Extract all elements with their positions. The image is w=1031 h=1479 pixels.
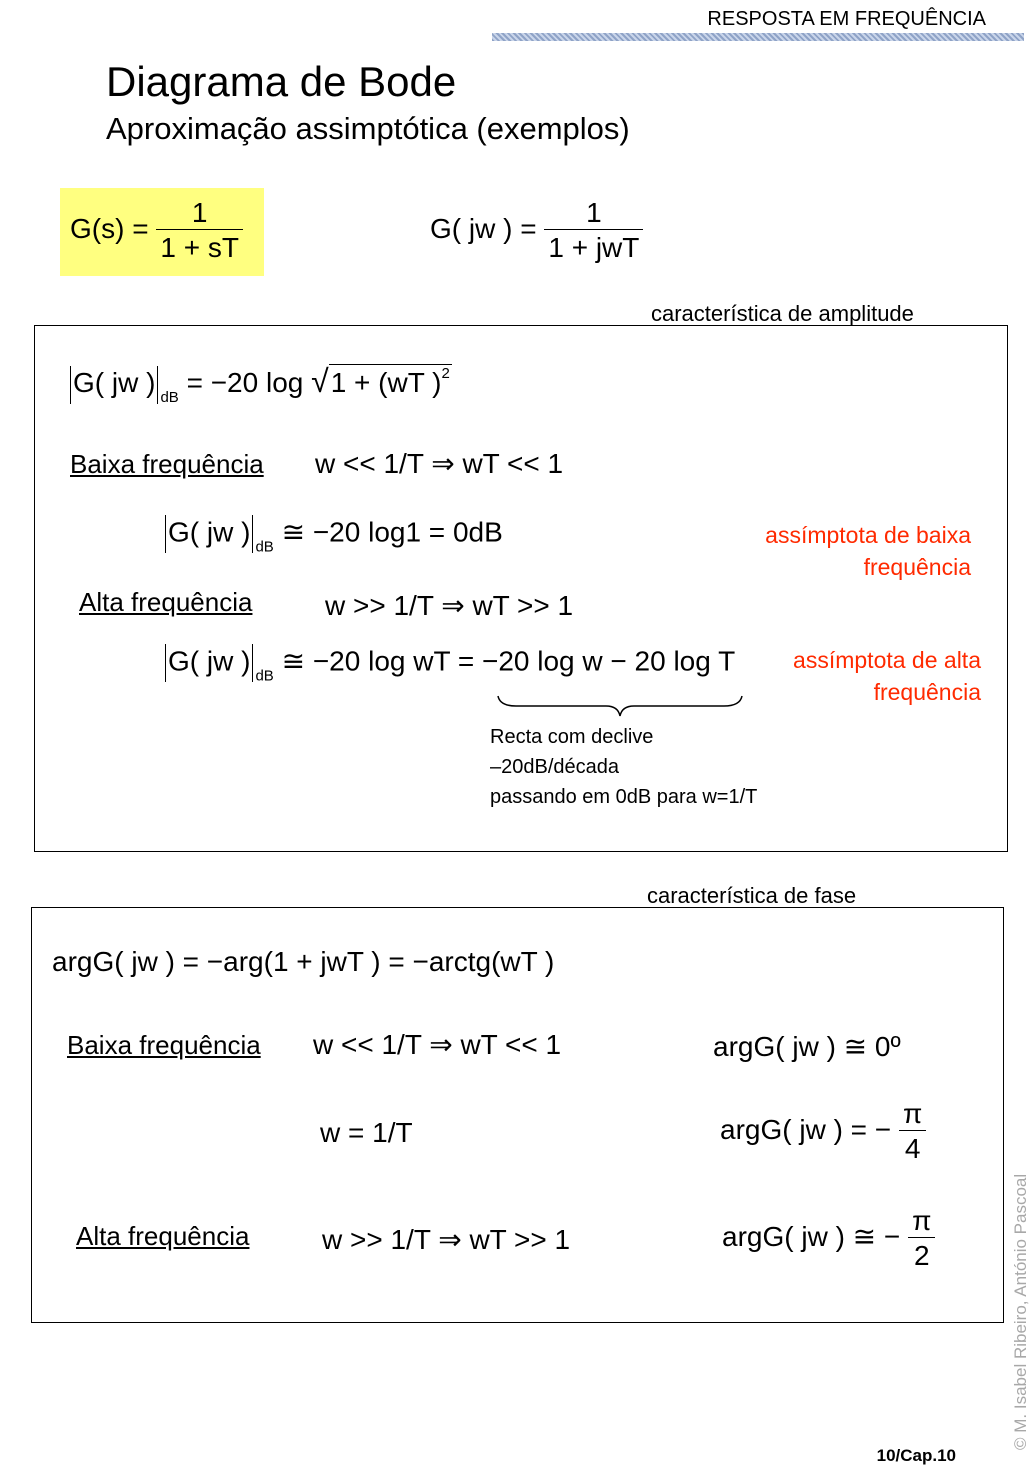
gjw-denominator: 1 + jwT	[544, 229, 643, 264]
high-asymptote-note: assímptota de alta frequência	[793, 647, 981, 705]
amplitude-section-label: característica de amplitude	[651, 301, 914, 326]
amplitude-high-condition: w >> 1/T ⇒ wT >> 1	[325, 590, 574, 621]
phase-low-result: argG( jw ) ≅ 0º	[713, 1031, 901, 1062]
page-number: 10/Cap.10	[876, 1446, 956, 1465]
phase-mid-result: argG( jw ) = − $\frac{\pi}{4}$	[720, 1098, 926, 1165]
phase-high-label: Alta frequência	[76, 1221, 250, 1251]
gs-numerator: 1	[191, 197, 208, 228]
amplitude-low-equation: G( jw ) $_{dB}$ ≅ −20 log1 = 0dB	[163, 515, 503, 555]
page-title: Diagrama de Bode	[106, 58, 457, 105]
phase-high-result: argG( jw ) ≅ − $\frac{\pi}{2}$	[722, 1205, 935, 1272]
gjw-fraction	[544, 197, 643, 264]
amplitude-high-label: Alta frequência	[79, 587, 253, 617]
gjw-lhs: G( jw ) =	[430, 212, 537, 244]
equation-gjw	[430, 197, 643, 264]
phase-low-condition: w << 1/T ⇒ wT << 1	[313, 1029, 562, 1060]
amplitude-high-equation: G( jw ) $_{dB}$ ≅ −20 log wT = −20 log w − 20 log T	[163, 644, 735, 684]
header-section-label: RESPOSTA EM FREQUÊNCIA	[707, 8, 986, 30]
gs-lhs: G(s) =	[70, 212, 149, 244]
underbrace	[496, 694, 744, 720]
equation-gs	[70, 197, 243, 264]
phase-high-condition: w >> 1/T ⇒ wT >> 1	[322, 1224, 571, 1255]
phase-main-equation: argG( jw ) = −arg(1 + jwT ) = −arctg(wT )	[52, 946, 555, 977]
amplitude-low-label: Baixa frequência	[70, 449, 264, 479]
brace-note: Recta com declive –20dB/década passando em 0dB para w=1/T	[490, 726, 758, 808]
amplitude-low-condition: w << 1/T ⇒ wT << 1	[315, 448, 564, 479]
phase-low-label: Baixa frequência	[67, 1030, 261, 1060]
page-subtitle: Aproximação assimptótica (exemplos)	[106, 111, 630, 146]
sqrt-body: 1 + (wT )$^2$	[330, 365, 450, 398]
copyright-text: © M. Isabel Ribeiro, António Pascoal	[1011, 1173, 1030, 1450]
gjw-numerator: 1	[586, 197, 602, 228]
phase-mid-condition: w = 1/T	[320, 1117, 413, 1148]
low-asymptote-note: assímptota de baixa frequência	[765, 522, 971, 580]
gs-fraction	[156, 197, 243, 264]
phase-section-label: característica de fase	[647, 883, 857, 908]
gs-denominator: 1 + sT	[156, 229, 243, 264]
header-decorative-bar	[492, 33, 1024, 41]
amplitude-main-equation: G( jw ) $_{dB}$ = −20 log √1 + (wT )$^2$	[68, 363, 452, 406]
